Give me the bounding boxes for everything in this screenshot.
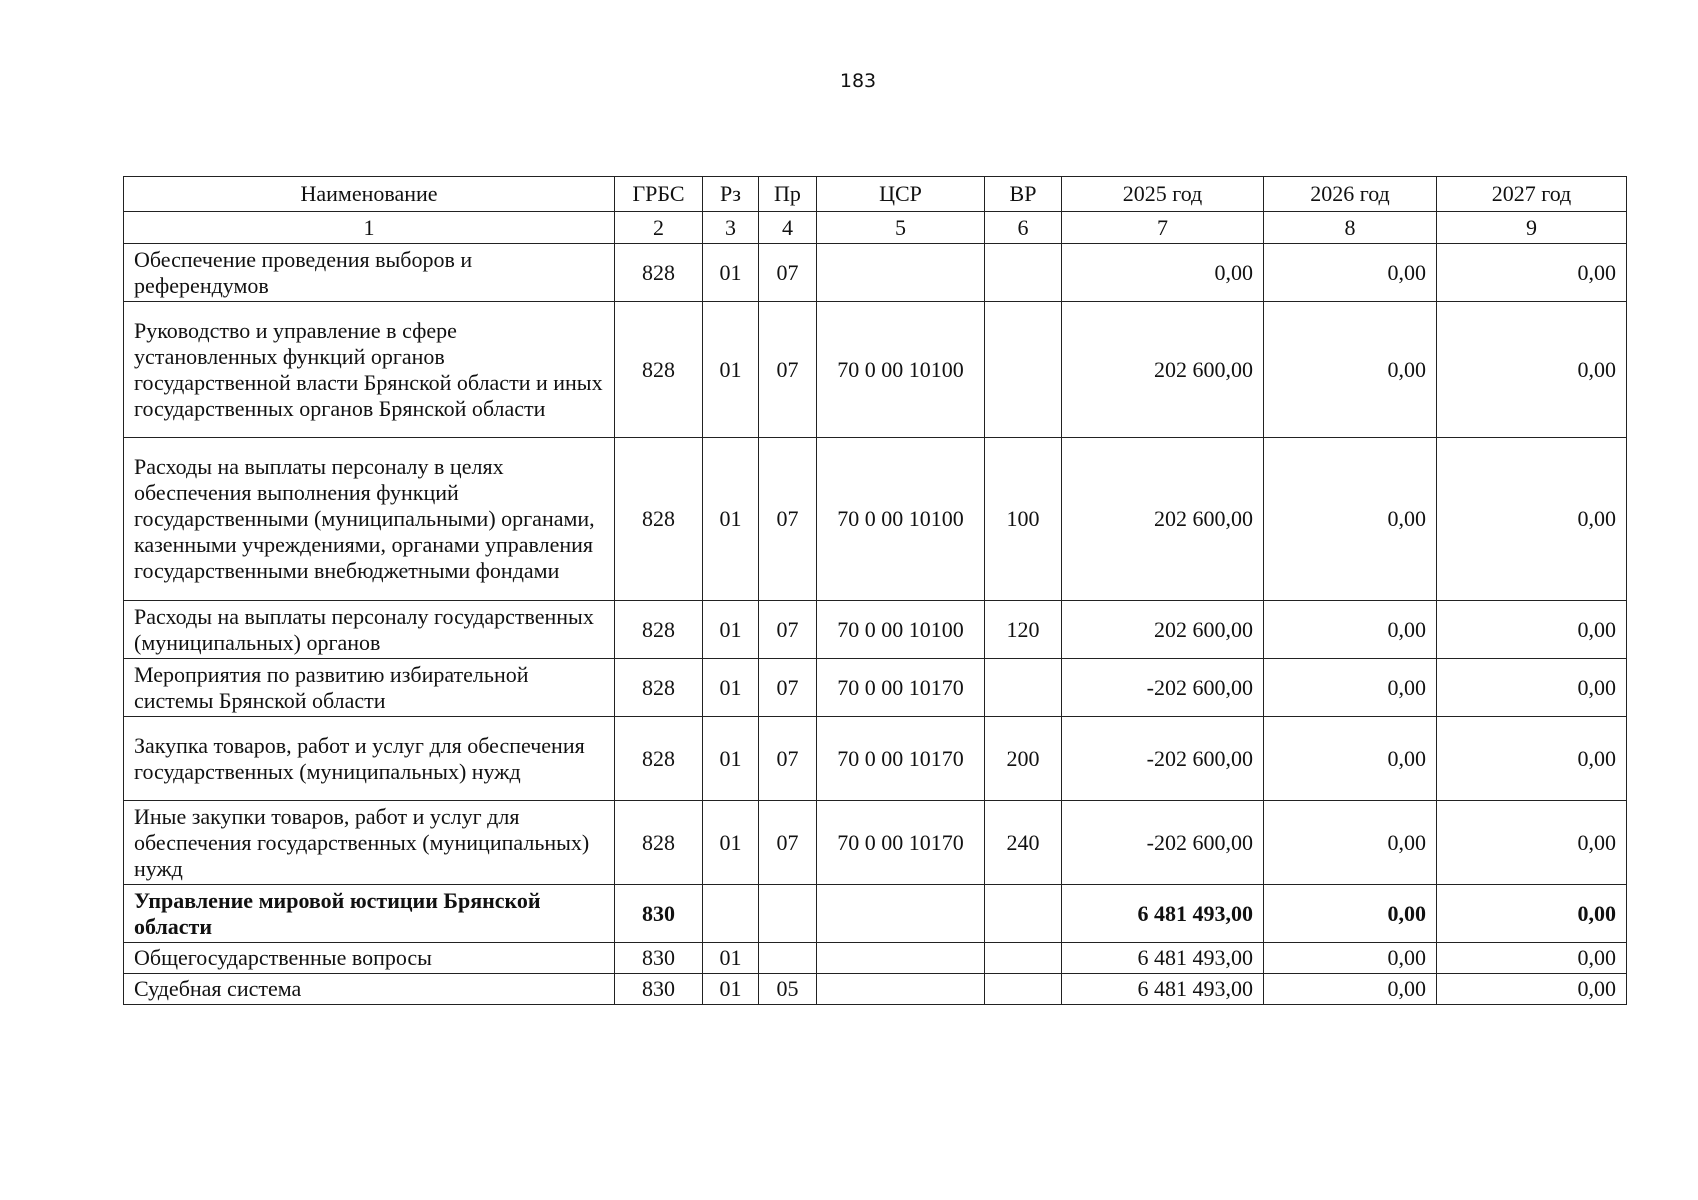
- row-name: Мероприятия по развитию избирательной системы Брянской области: [124, 659, 615, 717]
- row-grbs: 828: [615, 438, 703, 601]
- row-grbs: 828: [615, 801, 703, 885]
- row-pr: 07: [759, 801, 817, 885]
- table-row: [124, 943, 1627, 974]
- row-2026: 0,00: [1264, 601, 1437, 659]
- column-number: 3: [703, 212, 759, 244]
- row-pr: 07: [759, 717, 817, 801]
- table-row: [124, 302, 1627, 438]
- row-name: Расходы на выплаты персоналу в целях обеспечения выполнения функций государственными (муниципальными) органами, казенными учреждениями, органами управления государственными внебюджетными фондами: [124, 438, 615, 601]
- column-number: 6: [985, 212, 1062, 244]
- row-vr: [985, 974, 1062, 1005]
- row-vr: 200: [985, 717, 1062, 801]
- table-row: [124, 601, 1627, 659]
- row-2025: 202 600,00: [1062, 438, 1264, 601]
- row-rz: 01: [703, 943, 759, 974]
- header-row: [124, 177, 1627, 212]
- header-2025: 2025 год: [1062, 177, 1264, 212]
- row-name: Обеспечение проведения выборов и референдумов: [124, 244, 615, 302]
- row-rz: [703, 885, 759, 943]
- row-vr: [985, 885, 1062, 943]
- row-vr: 240: [985, 801, 1062, 885]
- row-csr: 70 0 00 10100: [817, 601, 985, 659]
- row-csr: 70 0 00 10170: [817, 801, 985, 885]
- row-name: Закупка товаров, работ и услуг для обеспечения государственных (муниципальных) нужд: [124, 717, 615, 801]
- row-2027: 0,00: [1437, 801, 1627, 885]
- row-pr: 07: [759, 302, 817, 438]
- row-pr: [759, 885, 817, 943]
- table-row: [124, 801, 1627, 885]
- row-csr: 70 0 00 10100: [817, 438, 985, 601]
- row-2025: 0,00: [1062, 244, 1264, 302]
- header-grbs: ГРБС: [615, 177, 703, 212]
- row-csr: [817, 974, 985, 1005]
- row-vr: 120: [985, 601, 1062, 659]
- row-pr: 07: [759, 601, 817, 659]
- header-name: Наименование: [124, 177, 615, 212]
- row-2026: 0,00: [1264, 244, 1437, 302]
- header-rz: Рз: [703, 177, 759, 212]
- row-name: Расходы на выплаты персоналу государственных (муниципальных) органов: [124, 601, 615, 659]
- header-pr: Пр: [759, 177, 817, 212]
- column-number: 7: [1062, 212, 1264, 244]
- row-vr: [985, 244, 1062, 302]
- column-number: 2: [615, 212, 703, 244]
- row-2027: 0,00: [1437, 717, 1627, 801]
- row-name: Управление мировой юстиции Брянской области: [124, 885, 615, 943]
- row-csr: 70 0 00 10100: [817, 302, 985, 438]
- row-pr: 07: [759, 438, 817, 601]
- row-2025: 202 600,00: [1062, 601, 1264, 659]
- row-csr: 70 0 00 10170: [817, 717, 985, 801]
- row-pr: 07: [759, 244, 817, 302]
- row-rz: 01: [703, 438, 759, 601]
- row-vr: [985, 659, 1062, 717]
- row-grbs: 828: [615, 244, 703, 302]
- row-grbs: 830: [615, 885, 703, 943]
- budget-table: [123, 176, 1627, 1005]
- row-2027: 0,00: [1437, 974, 1627, 1005]
- column-number: 9: [1437, 212, 1627, 244]
- row-2027: 0,00: [1437, 302, 1627, 438]
- row-name: Судебная система: [124, 974, 615, 1005]
- row-rz: 01: [703, 801, 759, 885]
- row-name: Руководство и управление в сфере установленных функций органов государственной власти Брянской области и иных государственных органов Брянской области: [124, 302, 615, 438]
- row-2026: 0,00: [1264, 885, 1437, 943]
- row-pr: 07: [759, 659, 817, 717]
- row-rz: 01: [703, 659, 759, 717]
- row-2027: 0,00: [1437, 943, 1627, 974]
- row-2027: 0,00: [1437, 438, 1627, 601]
- row-2025: 6 481 493,00: [1062, 943, 1264, 974]
- row-csr: [817, 244, 985, 302]
- table-row-section-total: [124, 885, 1627, 943]
- column-number: 8: [1264, 212, 1437, 244]
- row-rz: 01: [703, 244, 759, 302]
- row-2026: 0,00: [1264, 943, 1437, 974]
- header-csr: ЦСР: [817, 177, 985, 212]
- row-pr: 05: [759, 974, 817, 1005]
- row-name: Иные закупки товаров, работ и услуг для обеспечения государственных (муниципальных) нужд: [124, 801, 615, 885]
- row-2026: 0,00: [1264, 659, 1437, 717]
- row-2026: 0,00: [1264, 717, 1437, 801]
- column-number: 4: [759, 212, 817, 244]
- row-csr: [817, 943, 985, 974]
- header-2026: 2026 год: [1264, 177, 1437, 212]
- page-number: 183: [839, 70, 877, 92]
- row-csr: 70 0 00 10170: [817, 659, 985, 717]
- row-vr: 100: [985, 438, 1062, 601]
- row-2025: 6 481 493,00: [1062, 885, 1264, 943]
- row-vr: [985, 943, 1062, 974]
- row-2025: -202 600,00: [1062, 801, 1264, 885]
- header-vr: ВР: [985, 177, 1062, 212]
- column-number-row: [124, 212, 1627, 244]
- column-number: 5: [817, 212, 985, 244]
- row-rz: 01: [703, 974, 759, 1005]
- table-row: [124, 717, 1627, 801]
- row-2027: 0,00: [1437, 885, 1627, 943]
- column-number: 1: [124, 212, 615, 244]
- header-2027: 2027 год: [1437, 177, 1627, 212]
- table-row: [124, 244, 1627, 302]
- row-vr: [985, 302, 1062, 438]
- row-2027: 0,00: [1437, 244, 1627, 302]
- row-grbs: 828: [615, 601, 703, 659]
- row-pr: [759, 943, 817, 974]
- row-grbs: 830: [615, 943, 703, 974]
- row-grbs: 828: [615, 717, 703, 801]
- row-2026: 0,00: [1264, 302, 1437, 438]
- row-2025: 202 600,00: [1062, 302, 1264, 438]
- row-rz: 01: [703, 717, 759, 801]
- row-2025: 6 481 493,00: [1062, 974, 1264, 1005]
- row-grbs: 830: [615, 974, 703, 1005]
- row-2026: 0,00: [1264, 438, 1437, 601]
- row-2026: 0,00: [1264, 801, 1437, 885]
- row-rz: 01: [703, 601, 759, 659]
- table-row: [124, 438, 1627, 601]
- table-row: [124, 974, 1627, 1005]
- row-csr: [817, 885, 985, 943]
- row-grbs: 828: [615, 302, 703, 438]
- row-2027: 0,00: [1437, 659, 1627, 717]
- row-2026: 0,00: [1264, 974, 1437, 1005]
- row-2025: -202 600,00: [1062, 717, 1264, 801]
- row-grbs: 828: [615, 659, 703, 717]
- row-2025: -202 600,00: [1062, 659, 1264, 717]
- row-rz: 01: [703, 302, 759, 438]
- row-name: Общегосударственные вопросы: [124, 943, 615, 974]
- row-2027: 0,00: [1437, 601, 1627, 659]
- table-row: [124, 659, 1627, 717]
